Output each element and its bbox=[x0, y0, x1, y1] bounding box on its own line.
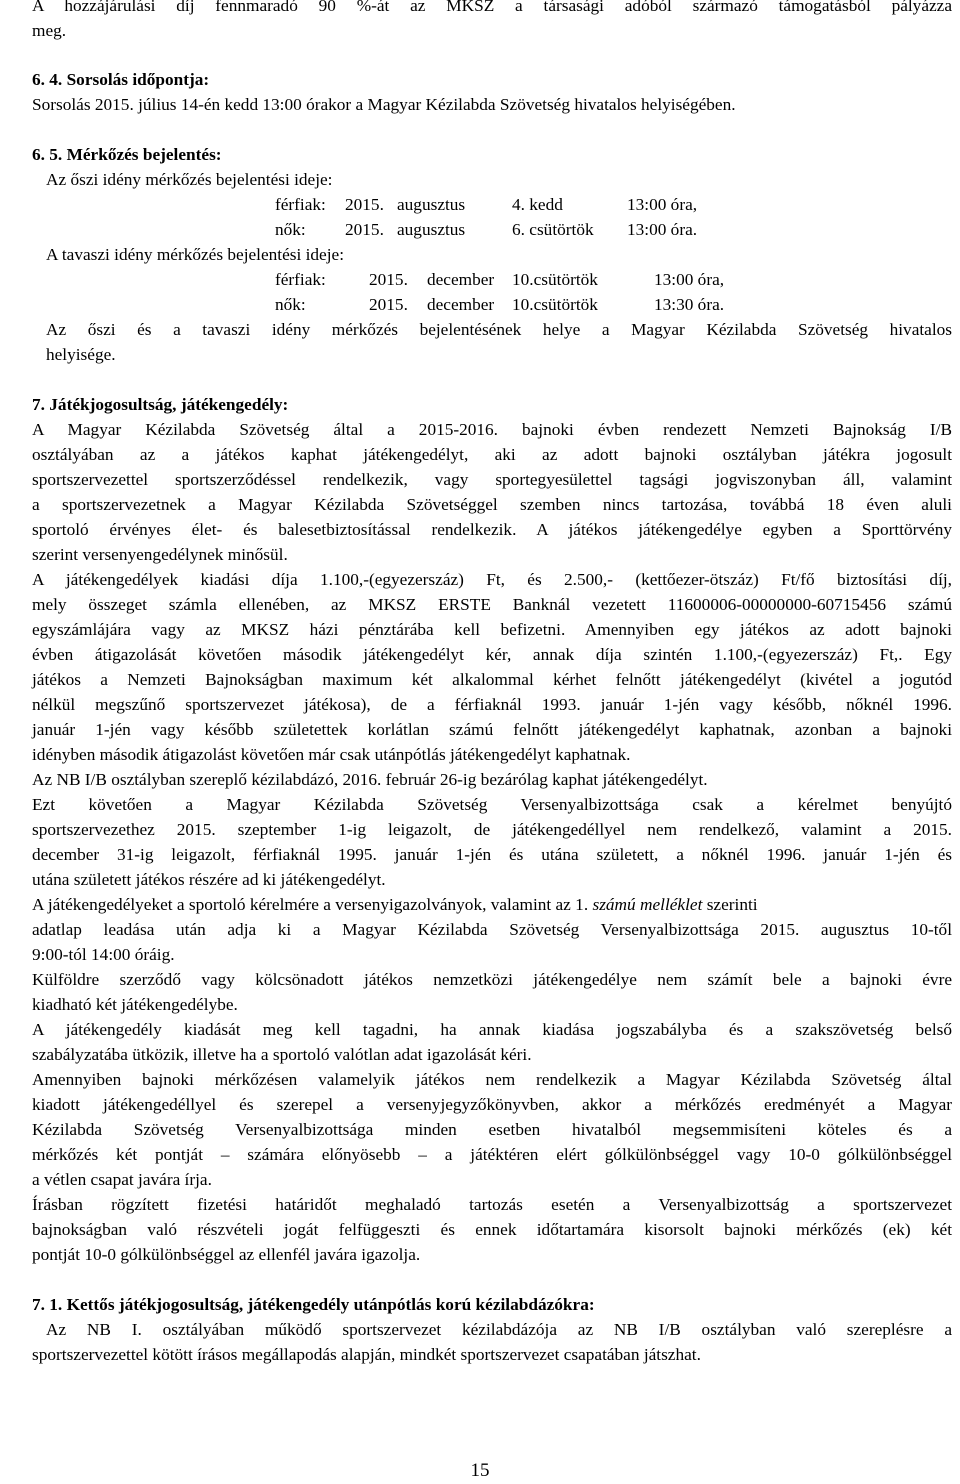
month: augusztus bbox=[397, 220, 466, 239]
s7-line-11: játékos a Nemzeti Bajnokságban maximum két alkalommal kérhet felnőtt játékengedélyt (kivétel a jogutód bbox=[32, 670, 952, 689]
place-line-2: helyisége. bbox=[46, 345, 116, 364]
s7-line-6: szerint versenyengedélynek minősül. bbox=[32, 545, 288, 564]
s7-line-28: kiadott játékengedéllyel és szerepel a versenyjegyzőkönyvben, akkor a mérkőzés eredményét a Magyar bbox=[32, 1095, 952, 1114]
s7-line-18: december 31-ig leigazolt, férfiaknál 1995. január 1-jén és utána született, a nőknél 1996. január 1-jén és bbox=[32, 845, 952, 864]
time: 13:30 óra. bbox=[654, 295, 725, 314]
s7-line-27: Amennyiben bajnoki mérkőzésen valamelyik játékos nem rendelkezik a Magyar Kézilabda Szövetség által bbox=[32, 1070, 952, 1089]
month: december bbox=[427, 295, 495, 314]
who: férfiak: bbox=[275, 195, 326, 214]
year: 2015. bbox=[369, 270, 408, 289]
s7-line-31: a vétlen csapat javára írja. bbox=[32, 1170, 212, 1189]
s7-line-9: egyszámlájára vagy az MKSZ házi pénztárába kell befizetni. Amennyiben egy játékos az adott bajnoki bbox=[32, 620, 952, 639]
s7-line-8: mely összeget számla ellenében, az MKSZ ERSTE Banknál vezetett 11600006-00000000-60715456 számú bbox=[32, 595, 952, 614]
s7-line-33: bajnokságban való részvételi jogát felfüggeszti és ennek időtartamára kisorsolt bajnoki mérkőzés (ek) két bbox=[32, 1220, 952, 1239]
s7-line-17: sportszervezethez 2015. szeptember 1-ig leigazolt, de játékengedéllyel nem rendelkező, valamint a 2015. bbox=[32, 820, 952, 839]
day: 4. kedd bbox=[512, 195, 563, 214]
s7-line-22: 9:00-tól 14:00 óráig. bbox=[32, 945, 175, 964]
day: 10.csütörtök bbox=[512, 270, 598, 289]
year: 2015. bbox=[345, 195, 384, 214]
year: 2015. bbox=[369, 295, 408, 314]
s71-line-1: Az NB I. osztályában működő sportszervezet kézilabdázója az NB I/B osztályban való szereplésre a bbox=[46, 1320, 952, 1339]
section-6-4-text: Sorsolás 2015. július 14-én kedd 13:00 órakor a Magyar Kézilabda Szövetség hivatalos helyiségében. bbox=[32, 95, 736, 114]
s7-line-21: adatlap leadása után adja ki a Magyar Kézilabda Szövetség Versenyalbizottsága 2015. augusztus 10-től bbox=[32, 920, 952, 939]
intro-line-1: A hozzájárulási díj fennmaradó 90 %-át az MKSZ a társasági adóból származó támogatásból pályázza bbox=[32, 0, 952, 15]
time: 13:00 óra, bbox=[654, 270, 725, 289]
month: december bbox=[427, 270, 495, 289]
day: 6. csütörtök bbox=[512, 220, 594, 239]
spring-label: A tavaszi idény mérkőzés bejelentési ideje: bbox=[46, 245, 344, 264]
time: 13:00 óra, bbox=[627, 195, 698, 214]
s7-line-23: Külföldre szerződő vagy kölcsönadott játékos nemzetközi játékengedélye nem számít bele a bajnoki évre bbox=[32, 970, 952, 989]
month: augusztus bbox=[397, 195, 466, 214]
place-line-1: Az őszi és a tavaszi idény mérkőzés bejelentésének helye a Magyar Kézilabda Szövetség hivatalos bbox=[46, 320, 952, 339]
s7-line-12: nélkül megszűnő sportszervezet játékosa), de a férfiaknál 1993. január 1-jén vagy később, nőknél 1996. bbox=[32, 695, 952, 714]
s7-line-15: Az NB I/B osztályban szereplő kézilabdázó, 2016. február 26-ig bezárólag kaphat játékengedélyt. bbox=[32, 770, 708, 789]
page-number: 15 bbox=[470, 1460, 490, 1481]
s7-line-25: A játékengedély kiadását meg kell tagadni, ha annak kiadása jogszabályba és a szakszövetség belső bbox=[32, 1020, 952, 1039]
s7-line-7: A játékengedélyek kiadási díja 1.100,-(egyezerszáz) Ft, és 2.500,- (kettőezer-ötszáz) Ft/fő biztosítási díj, bbox=[32, 570, 952, 589]
s7-line-4: a sportszervezetnek a Magyar Kézilabda Szövetséggel szemben nincs tartozása, továbbá 18 éven aluli bbox=[32, 495, 952, 514]
year: 2015. bbox=[345, 220, 384, 239]
time: 13:00 óra. bbox=[627, 220, 698, 239]
s7-line-5: sportoló érvényes élet- és balesetbiztosítással rendelkezik. A játékos játékengedélye egyben a Sporttörvény bbox=[32, 520, 952, 539]
who: nők: bbox=[275, 295, 306, 314]
s7-line-34: pontját 10-0 gólkülönbséggel az ellenfél javára igazolja. bbox=[32, 1245, 421, 1264]
s7-line-20 bbox=[32, 893, 952, 917]
s7-line-1: A Magyar Kézilabda Szövetség által a 2015-2016. bajnoki évben rendezett Nemzeti Bajnokság I/B bbox=[32, 420, 952, 439]
autumn-label: Az őszi idény mérkőzés bejelentési ideje: bbox=[46, 170, 333, 189]
s7-line-26: szabályzatába ütközik, illetve ha a sportoló valótlan adat igazolását kéri. bbox=[32, 1045, 532, 1064]
s7-line-10: évben átigazolását követően második játékengedélyt kér, annak díja szintén 1.100,-(egyezerszáz) Ft,. Egy bbox=[32, 645, 952, 664]
s7-line-20-start: A játékengedélyeket a sportoló kérelmére a versenyigazolványok, valamint az 1. bbox=[32, 895, 589, 914]
section-6-5-heading: 6. 5. Mérkőzés bejelentés: bbox=[32, 145, 222, 164]
section-7-1-heading: 7. 1. Kettős játékjogosultság, játékengedély utánpótlás korú kézilabdázókra: bbox=[32, 1295, 595, 1314]
s7-line-19: utána született játékos részére ad ki játékengedélyt. bbox=[32, 870, 386, 889]
who: nők: bbox=[275, 220, 306, 239]
section-7-heading: 7. Játékjogosultság, játékengedély: bbox=[32, 395, 289, 414]
s7-line-20-end: szerinti bbox=[706, 895, 758, 914]
s7-line-14: idényben második átigazolást követően már csak utánpótlás játékengedélyt kaphatnak. bbox=[32, 745, 631, 764]
intro-line-2: meg. bbox=[32, 21, 67, 40]
day: 10.csütörtök bbox=[512, 295, 598, 314]
section-6-4-heading: 6. 4. Sorsolás időpontja: bbox=[32, 70, 210, 89]
s7-line-2: osztályában az a játékos kaphat játékengedélyt, aki az adott bajnoki osztályban játékra jogosult bbox=[32, 445, 952, 464]
who: férfiak: bbox=[275, 270, 326, 289]
s7-line-24: kiadható két játékengedélybe. bbox=[32, 995, 238, 1014]
s7-line-29: Kézilabda Szövetség Versenyalbizottsága minden esetben hivatalból megsemmisíteni köteles és a bbox=[32, 1120, 952, 1139]
s7-line-32: Írásban rögzített fizetési határidőt meghaladó tartozás esetén a Versenyalbizottság a sportszervezet bbox=[32, 1195, 952, 1214]
s71-line-2: sportszervezettel kötött írásos megállapodás alapján, mindkét sportszervezet csapatában játszhat. bbox=[32, 1345, 701, 1364]
s7-line-30: mérkőzés két pontját – számára előnyösebb – a játéktéren elért gólkülönbséggel vagy 10-0 gólkülönbséggel bbox=[32, 1145, 952, 1164]
s7-line-3: sportszervezettel sportszerződéssel rendelkezik, vagy sportegyesülettel tagsági jogviszonyban áll, valamint bbox=[32, 470, 952, 489]
s7-line-13: január 1-jén vagy később születettek korlátlan számú felnőtt játékengedélyt kaphatnak, azonban a bajnoki bbox=[32, 720, 952, 739]
s7-line-16: Ezt követően a Magyar Kézilabda Szövetség Versenyalbizottsága csak a kérelmet benyújtó bbox=[32, 795, 952, 814]
annex-reference: számú melléklet bbox=[592, 895, 703, 914]
